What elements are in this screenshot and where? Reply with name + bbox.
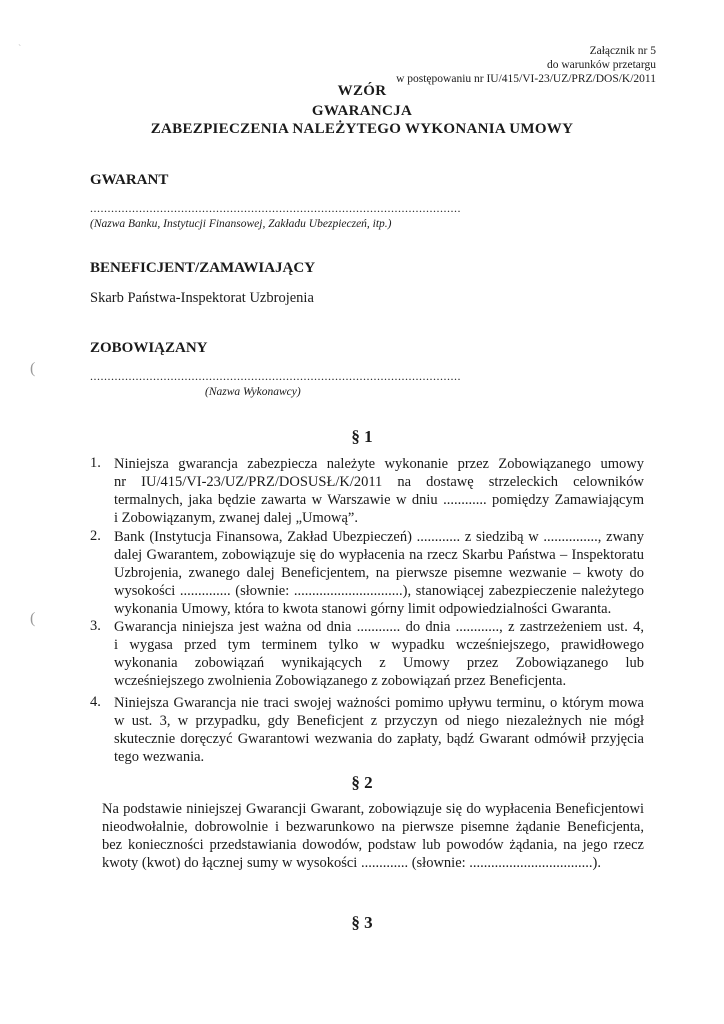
text-line: i Zobowiązanym, zwanej dalej „Umową”. <box>114 510 358 526</box>
punch-hole-mark: ( <box>30 610 36 627</box>
text-line: nr IU/415/VI-23/UZ/PRZ/DOSUSŁ/K/2011 na dostawę strzeleckich celowników <box>114 474 644 490</box>
gwarant-heading: GWARANT <box>90 172 169 188</box>
section-1-item-2 <box>114 528 644 618</box>
title-gwarancja: GWARANCJA <box>311 103 413 119</box>
header-line-3: w postępowaniu nr IU/415/VI-23/UZ/PRZ/DOS/K/2011 <box>396 73 656 85</box>
text-line: Niniejsza Gwarancja nie traci swojej ważności pomimo upływu terminu, o którym mowa <box>114 695 644 711</box>
section-1-item-3 <box>114 618 644 690</box>
text-line: bez konieczności przedstawiania dowodów, podstaw lub powodów żądania, na jego rzecz <box>102 837 644 853</box>
section-3-sign: § 3 <box>351 913 373 932</box>
section-1-sign: § 1 <box>351 427 373 446</box>
punch-hole-mark: ( <box>30 360 36 377</box>
section-2-text <box>102 800 644 872</box>
gwarant-note: (Nazwa Banku, Instytucji Finansowej, Zakładu Ubezpieczeń, itp.) <box>90 218 392 230</box>
header-annex <box>396 44 656 86</box>
title-wzor: WZÓR <box>337 83 387 99</box>
text-line: dalej Gwarantem, zobowiązuje się do wypłacenia na rzecz Skarbu Państwa – Inspektoratu <box>114 547 644 563</box>
text-line: Gwarancja niniejsza jest ważna od dnia ............ do dnia ............, z zastrzeżeniem ust. 4, <box>114 619 644 635</box>
zobowiazany-note: (Nazwa Wykonawcy) <box>205 386 301 398</box>
zobowiazany-heading: ZOBOWIĄZANY <box>90 340 208 356</box>
item-number: 1. <box>90 455 101 471</box>
text-line: w ust. 3, w przypadku, gdy Beneficjent z przyczyn od niego niezależnych nie mógł <box>114 713 644 729</box>
zobowiazany-dots: .......................................................................................................... <box>90 369 461 383</box>
text-line: nieodwołalnie, dobrowolnie i bezwarunkowo na pierwsze pisemne żądanie Beneficjenta, <box>102 819 644 835</box>
scan-mark: ˋ <box>18 44 22 55</box>
text-line: Uzbrojenia, zwanego dalej Beneficjentem, na pierwsze pisemne wezwanie – kwoty do <box>114 565 644 581</box>
section-1-item-4 <box>114 694 644 766</box>
title-zabezpieczenia: ZABEZPIECZENIA NALEŻYTEGO WYKONANIA UMOWY <box>150 121 574 137</box>
text-line: Niniejsza gwarancja zabezpiecza należyte wykonanie przez Zobowiązanego umowy <box>114 456 644 472</box>
text-line: Na podstawie niniejszej Gwarancji Gwarant, zobowiązuje się do wypłacenia Beneficjentowi <box>102 801 644 817</box>
text-line: i wygasa przed tym terminem tylko w wypadku wcześniejszego, prawidłowego <box>114 637 644 653</box>
text-line: wykonania zobowiązań wynikających z Umowy przez Zobowiązanego lub <box>114 655 644 671</box>
section-2-sign: § 2 <box>351 773 373 792</box>
item-number: 4. <box>90 694 101 710</box>
text-line: tego wezwania. <box>114 749 205 765</box>
beneficjent-heading: BENEFICJENT/ZAMAWIAJĄCY <box>90 260 316 276</box>
text-line: wcześniejszego zwolnienia Zobowiązanego z zobowiązań przez Beneficjenta. <box>114 673 567 689</box>
text-line: kwoty (kwot) do łącznej sumy w wysokości ............. (słownie: ..................................). <box>102 855 601 871</box>
text-line: termalnych, jaka będzie zawarta w Warszawie w dniu ............ pomiędzy Zamawiającym <box>114 492 644 508</box>
item-number: 2. <box>90 528 101 544</box>
text-line: skutecznie doręczyć Gwarantowi wezwania do zapłaty, bądź Gwarant odmówił przyjęcia <box>114 731 644 747</box>
text-line: Bank (Instytucja Finansowa, Zakład Ubezpieczeń) ............ z siedzibą w ..............., zwany <box>114 529 644 545</box>
text-line: wysokości .............. (słownie: ..............................), stanowiącej zabezpieczenie należytego <box>114 583 644 599</box>
header-line-2: do warunków przetargu <box>546 59 656 71</box>
section-1-item-1 <box>114 455 644 527</box>
beneficjent-value: Skarb Państwa-Inspektorat Uzbrojenia <box>90 290 314 306</box>
text-line: wykonania Umowy, która to kwota stanowi górny limit odpowiedzialności Gwaranta. <box>114 601 612 617</box>
gwarant-dots: .......................................................................................................... <box>90 201 461 215</box>
item-number: 3. <box>90 618 101 634</box>
header-line-1: Załącznik nr 5 <box>589 45 656 57</box>
